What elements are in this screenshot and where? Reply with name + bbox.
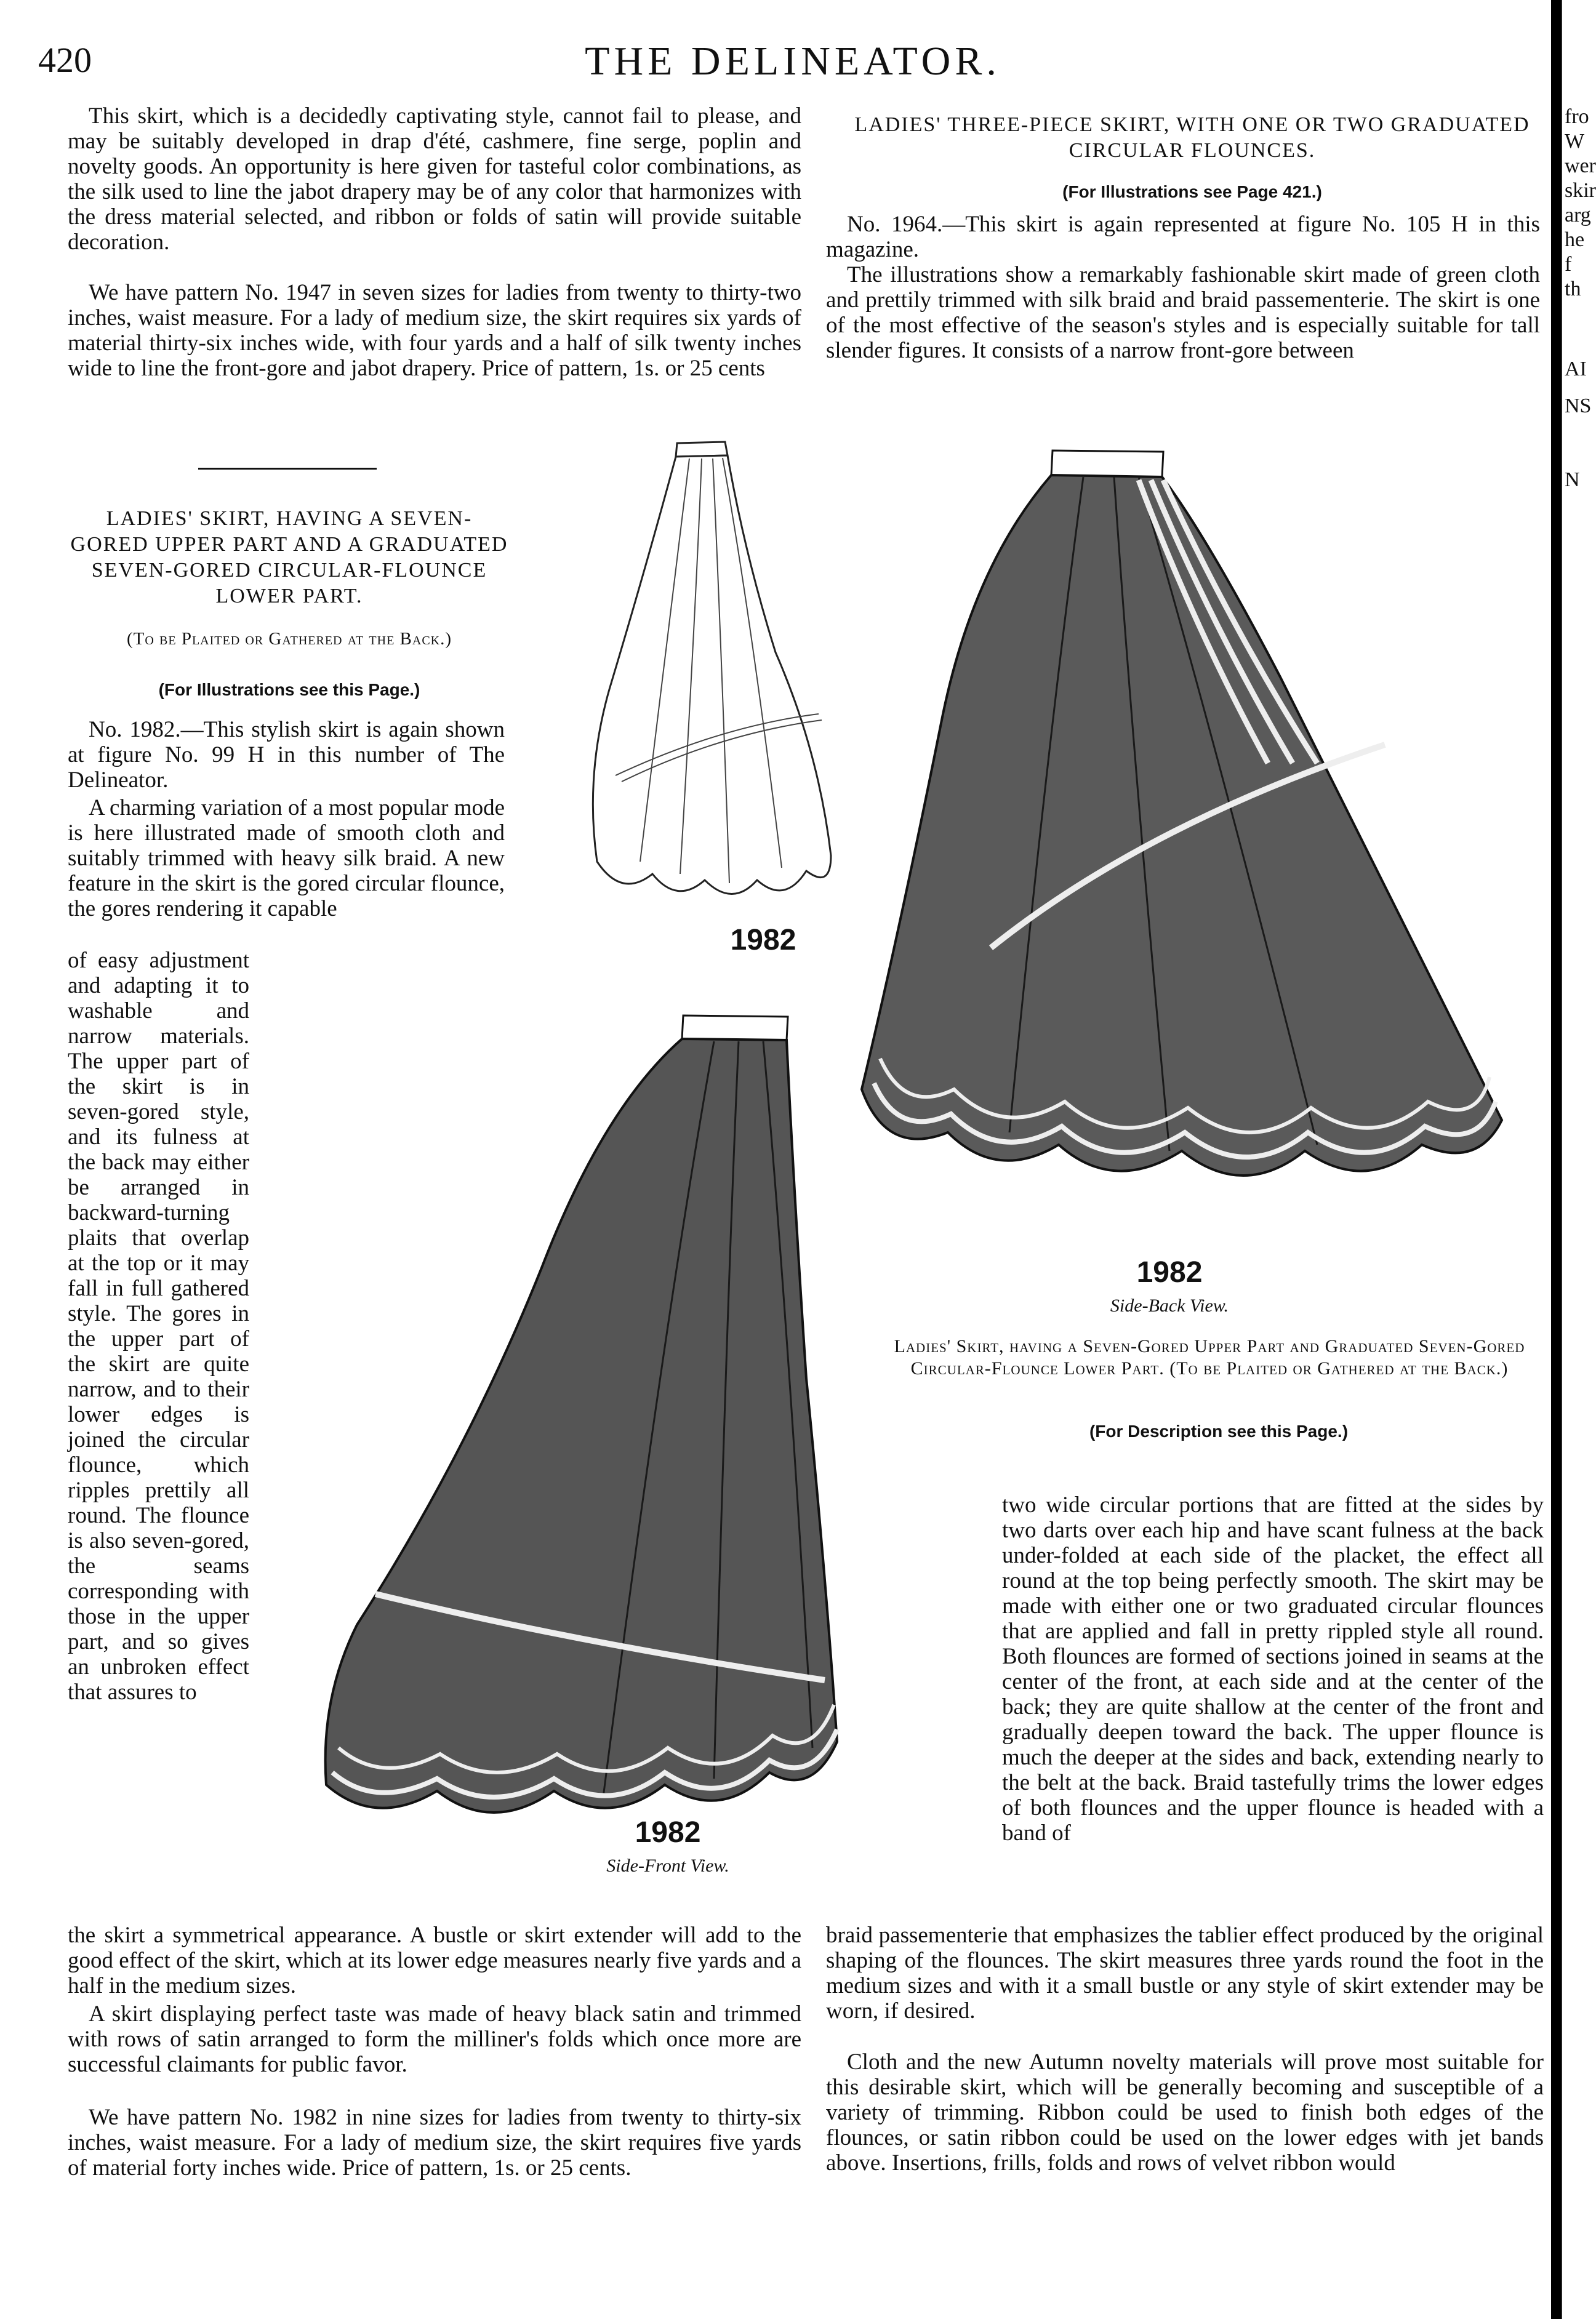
adjacent-page-strip — [1561, 0, 1596, 2319]
body-paragraph-1982-start: A charming variation of a most popular mode is here illustrated made of smooth cloth and suitably trimmed with heavy silk braid. A new feature in the skirt is the gored circular flounce, the gores rendering it capable — [68, 795, 505, 921]
article-heading-1964: LADIES' THREE-PIECE SKIRT, WITH ONE OR TWO GRADUATED CIRCULAR FLOUNCES. — [854, 113, 1530, 162]
illustration-reference-1964: (For Illustrations see Page 421.) — [1062, 182, 1322, 201]
adjacent-page-fragment: NS — [1565, 395, 1592, 417]
adjacent-page-fragment: f th — [1565, 253, 1581, 300]
figure-front-label: Side-Front View. — [606, 1856, 729, 1876]
figure-front-number: 1982 — [635, 1816, 701, 1849]
figure-back-label: Side-Back View. — [1110, 1296, 1229, 1316]
adjacent-page-fragment: wer — [1565, 154, 1596, 177]
body-paragraph-1964-wide: braid passementerie that emphasizes the tablier effect produced by the original shaping of the flounces. The skirt measures three yards round the foot in the medium sizes and with it a small bustle or any style of skirt extender may be worn, if desired. — [826, 1923, 1544, 2024]
adjacent-page-fragment: he — [1565, 228, 1585, 251]
adjacent-page-fragment: N — [1565, 468, 1580, 491]
page-edge-shadow — [1551, 0, 1561, 2319]
adjacent-page-fragment: AI — [1565, 358, 1587, 380]
body-paragraph-1964-last: Cloth and the new Autumn novelty materials will prove most suitable for this desirable skirt, which will be generally becoming and susceptible of a variety of trimming. Ribbon could be used to finish both edges of the flounces, or satin ribbon could be used on the lower edges with jet bands above. Insertions, frills, folds and rows of velvet ribbon would — [826, 2049, 1544, 2176]
figure-caption-reference: (For Description see this Page.) — [1089, 1422, 1349, 1441]
body-paragraph-1964-continued: two wide circular portions that are fitted at the sides by two darts over each hip and have scant fulness at the back under-folded at each side of the placket, the effect all round at the top being perfectly smooth. The skirt may be made with either one or two graduated circular flounces that are applied and fall in pretty rippled style all round. Both flounces are formed of sections joined in seams at the center of the front, at each side and at the center of the back; they are quite shallow at the center of the front and gradually deepen toward the back. The upper flounce is much the deeper at the sides and back, extending nearly to the belt at the back. Braid tastefully trims the lower edges of both flounces and the upper flounce is headed with a band of — [1002, 1492, 1544, 1846]
body-paragraph-1982-narrow: of easy adjustment and adapting it to washable and narrow materials. The upper part of the skirt is in seven-gored style, and its fulness at the back may either be arranged in backward-turning plaits that overlap at the top or it may fall in full gathered style. The gores in the upper part of the skirt are quite narrow, and to their lower edges is joined the circular flounce, which ripples prettily all round. The flounce is also seven-gored, the seams corresponding with those in the upper part, and so gives an unbroken effect that assures to — [68, 948, 249, 1705]
running-title: THE DELINEATOR. — [585, 39, 1001, 84]
body-lead-1964: No. 1964.—This skirt is again represented at figure No. 105 H in this magazine. — [826, 212, 1540, 262]
page-number: 420 — [38, 40, 92, 80]
adjacent-page-fragment: arg — [1565, 204, 1591, 226]
skirt-side-back-illustration — [849, 443, 1545, 1237]
figure-caption: Ladies' Skirt, having a Seven-Gored Upper Part and Graduated Seven-Gored Circular-Flounce Lower Part. (To be Plaited or Gathered at the Back.) — [894, 1336, 1525, 1379]
adjacent-page-fragment: W — [1565, 130, 1585, 153]
adjacent-page-fragment: fro — [1565, 105, 1589, 128]
body-paragraph-1964: The illustrations show a remarkably fashionable skirt made of green cloth and prettily trimmed with silk braid and braid passementerie. The skirt is one of the most effective of the season's styles and is especially suitable for tall slender figures. It consists of a narrow front-gore between — [826, 262, 1540, 363]
skirt-outline-illustration — [572, 431, 843, 960]
figure-outline-number: 1982 — [730, 924, 796, 956]
illustration-reference: (For Illustrations see this Page.) — [158, 680, 420, 699]
body-paragraph-satin: A skirt displaying perfect taste was made of heavy black satin and trimmed with rows of satin arranged to form the milliner's folds which once more are successful claimants for public favor. — [68, 2001, 801, 2077]
body-paragraph-1982-end: the skirt a symmetrical appearance. A bustle or skirt extender will add to the good effect of the skirt, which at its lower edge measures nearly five yards and a half in the medium sizes. — [68, 1923, 801, 1998]
intro-paragraph-2: We have pattern No. 1947 in seven sizes for ladies from twenty to thirty-two inches, waist measure. For a lady of medium size, the skirt requires six yards of material thirty-six inches wide, with four yards and a half of silk twenty inches wide to line the front-gore and jabot drapery. Price of pattern, 1s. or 25 cents — [68, 280, 801, 381]
pattern-paragraph-1982: We have pattern No. 1982 in nine sizes for ladies from twenty to thirty-six inches, waist measure. For a lady of medium size, the skirt requires five yards of material forty inches wide. Price of pattern, 1s. or 25 cents. — [68, 2105, 801, 2181]
body-lead-1982: No. 1982.—This stylish skirt is again shown at figure No. 99 H in this number of The Delineator. — [68, 717, 505, 793]
article-heading-1982: LADIES' SKIRT, HAVING A SEVEN-GORED UPPER PART AND A GRADUATED SEVEN-GORED CIRCULAR-FLOUNCE LOWER PART. — [70, 507, 508, 607]
skirt-side-front-illustration — [283, 1009, 868, 1852]
intro-paragraph-1: This skirt, which is a decidedly captivating style, cannot fail to please, and may be suitably developed in drap d'été, cashmere, fine serge, poplin and novelty goods. An opportunity is here given for tasteful color combinations, as the silk used to line the jabot drapery may be of any color that harmonizes with the dress material selected, and ribbon or folds of satin will provide suitable decoration. — [68, 103, 801, 255]
article-subheading-1982: (To be Plaited or Gathered at the Back.) — [126, 629, 452, 649]
section-divider — [198, 468, 377, 470]
adjacent-page-fragment: skir — [1565, 179, 1596, 202]
figure-back-number: 1982 — [1136, 1256, 1203, 1289]
